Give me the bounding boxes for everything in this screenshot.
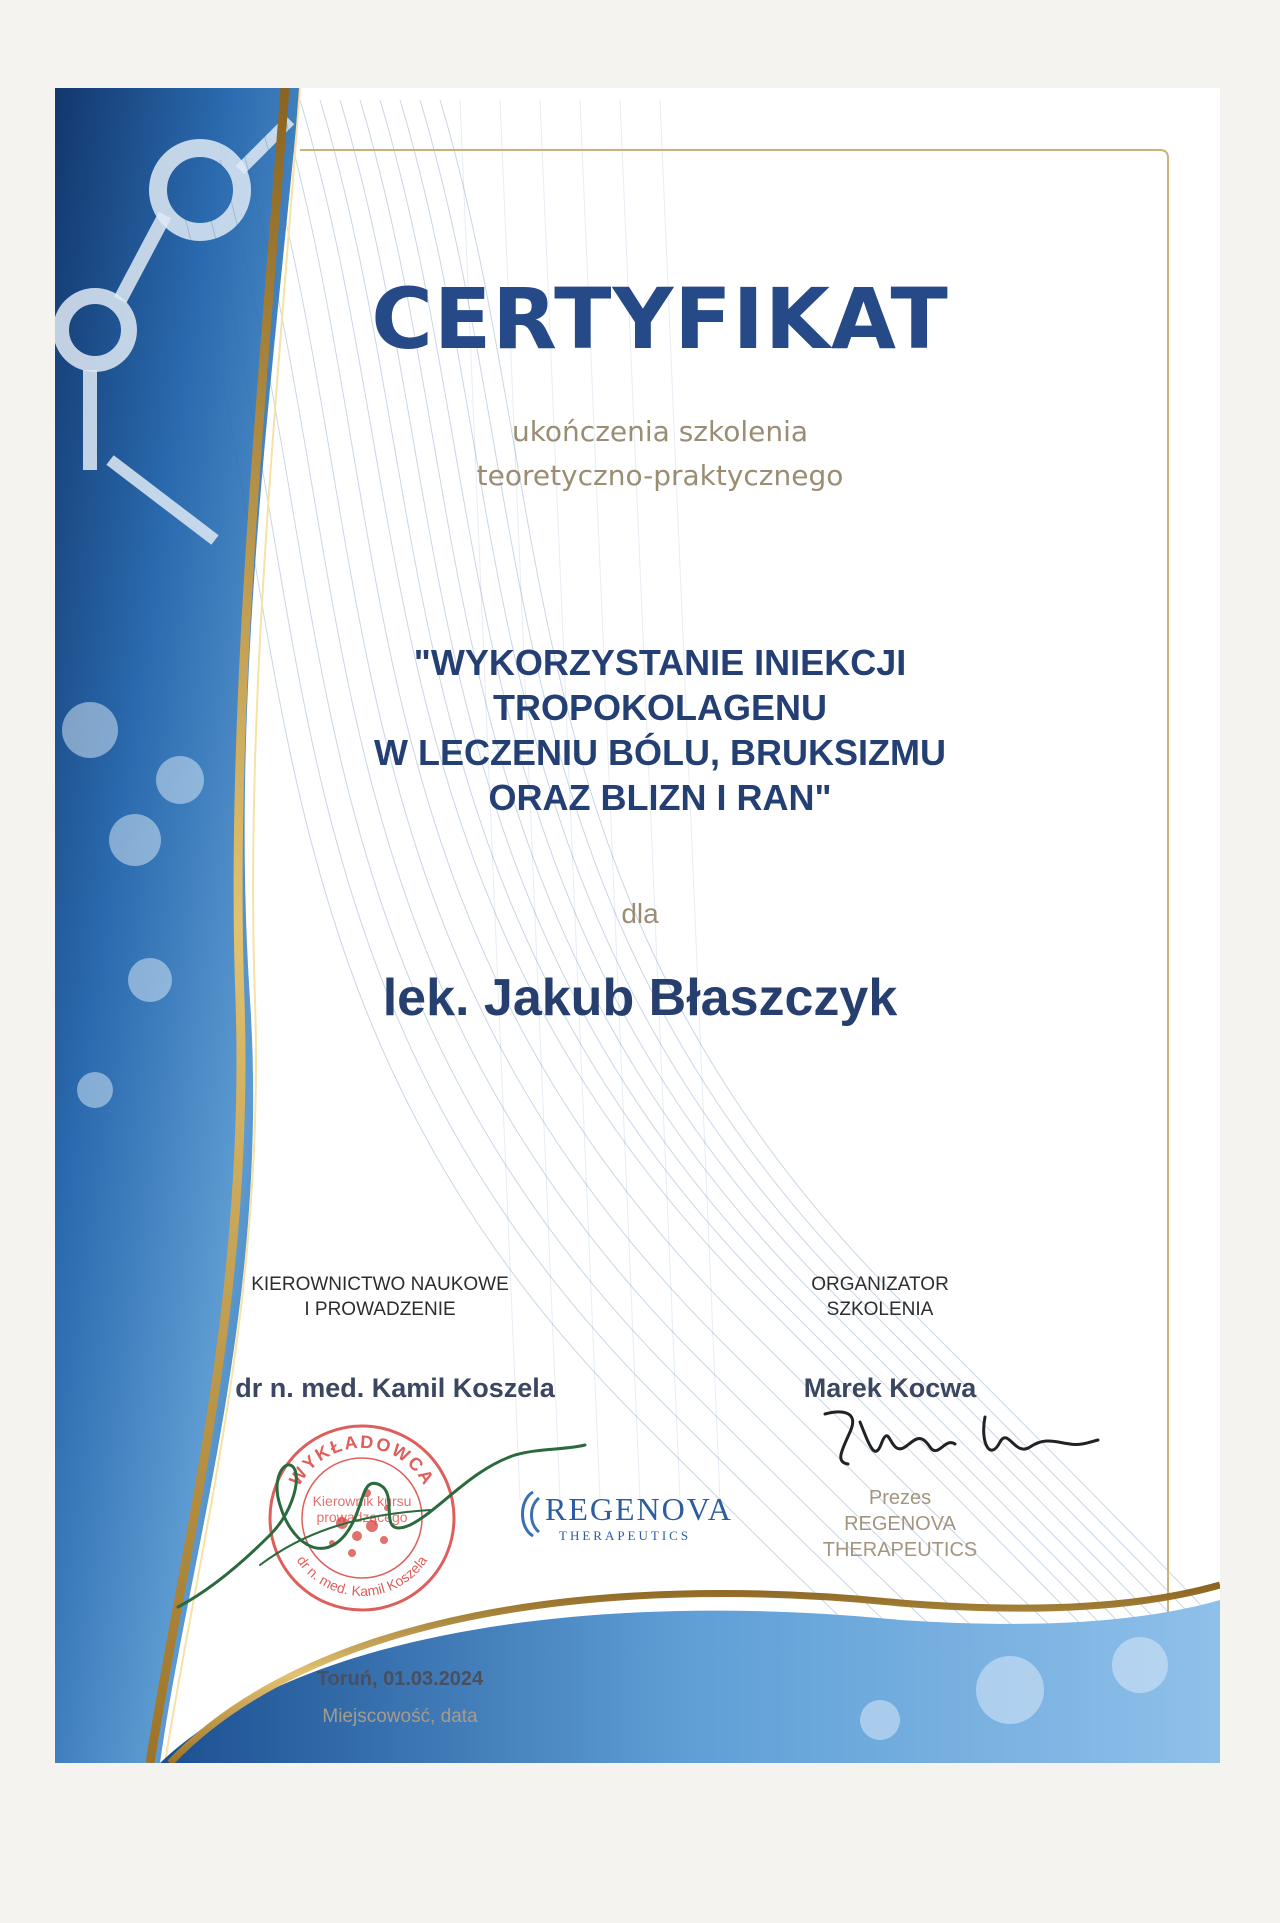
role-line: Prezes <box>868 1487 932 1509</box>
role-line: THERAPEUTICS <box>822 1539 978 1561</box>
stamp-middle-text: prowadzącego <box>316 1509 408 1525</box>
logo-name: REGENOVA <box>545 1491 733 1527</box>
place-date: Toruń, 01.03.2024 <box>316 1668 484 1690</box>
label-line: KIEROWNICTWO NAUKOWE <box>251 1274 509 1295</box>
stamp-middle-text: Kierownik kursu <box>312 1493 412 1509</box>
label-line: I PROWADZENIE <box>304 1299 456 1320</box>
for-label: dla <box>621 898 659 929</box>
course-title-line: ORAZ BLIZN I RAN" <box>488 777 832 818</box>
left-signature-label <box>215 1272 545 1322</box>
course-title-line: TROPOKOLAGENU <box>492 687 827 728</box>
course-title-line: W LECZENIU BÓLU, BRUKSIZMU <box>374 732 946 773</box>
right-signer-role <box>780 1485 1020 1563</box>
label-line: SZKOLENIA <box>826 1299 934 1320</box>
right-handwritten-signature <box>820 1402 1100 1472</box>
logo-emblem-icon <box>523 1492 540 1536</box>
logo-tagline: THERAPEUTICS <box>559 1528 692 1543</box>
subtitle-line: ukończenia szkolenia <box>511 415 809 448</box>
stamp-bottom-text: dr n. med. Kamil Koszela <box>293 1552 431 1600</box>
course-title <box>300 640 1020 820</box>
right-signer-name: Marek Kocwa <box>803 1373 977 1403</box>
right-signature-label <box>760 1272 1000 1322</box>
regenova-logo <box>515 1480 755 1550</box>
course-title-line: "WYKORZYSTANIE INIEKCJI <box>413 642 907 683</box>
certificate-title: CERTYFIKAT <box>371 270 949 368</box>
label-line: ORGANIZATOR <box>811 1274 949 1295</box>
stamp-top-text: WYKŁADOWCA <box>285 1431 439 1490</box>
subtitle-line: teoretyczno-praktycznego <box>476 459 844 492</box>
recipient-name: lek. Jakub Błaszczyk <box>382 969 898 1027</box>
left-signer-name: dr n. med. Kamil Koszela <box>235 1373 555 1403</box>
place-date-caption: Miejscowość, data <box>322 1706 478 1727</box>
certificate-subtitle <box>330 410 990 498</box>
role-line: REGENOVA <box>844 1513 956 1535</box>
